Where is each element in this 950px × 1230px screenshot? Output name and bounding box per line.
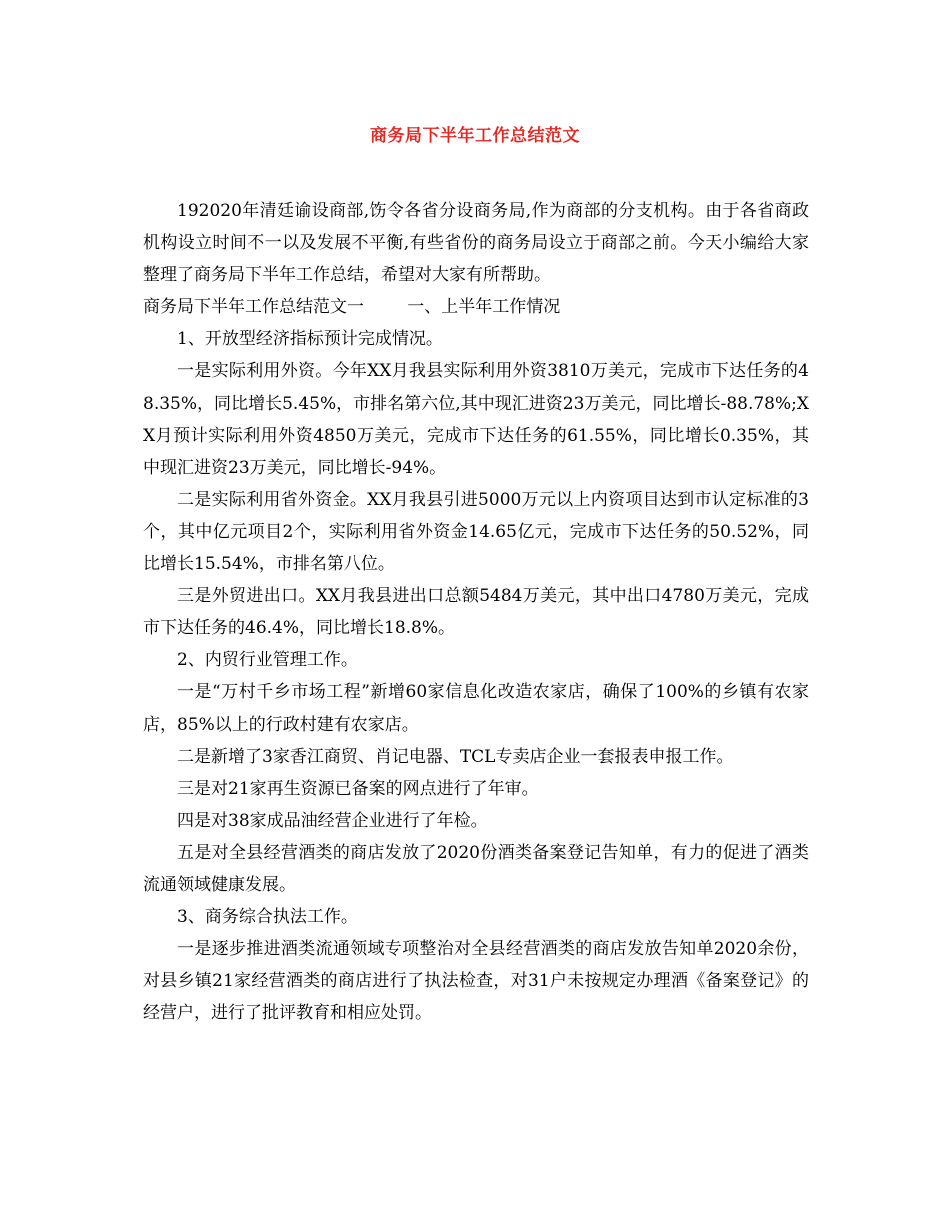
document-body <box>143 195 809 1029</box>
paragraph-recycling-review: 三是对21家再生资源已备案的网点进行了年审。 <box>177 778 539 799</box>
paragraph-domestic-capital: 二是实际利用省外资金。XX月我县引进5000万元以上内资项目达到市认定标准的3个，其中亿元项目2个，实际利用省外资金14.65亿元，完成市下达任务的50.52%，同比增长15.54%，市排名第八位。 <box>143 489 809 575</box>
paragraph-village-stores: 一是“万村千乡市场工程”新增60家信息化改造农家店，确保了100%的乡镇有农家店，85%以上的行政村建有农家店。 <box>143 682 809 735</box>
section-heading: 商务局下半年工作总结范文一 一、上半年工作情况 <box>143 297 561 318</box>
subheading-domestic-trade: 2、内贸行业管理工作。 <box>177 650 358 671</box>
paragraph-liquor-notices: 五是对全县经营酒类的商店发放了2020份酒类备案登记告知单，有力的促进了酒类流通领域健康发展。 <box>143 842 809 895</box>
subheading-law-enforcement: 3、商务综合执法工作。 <box>177 907 358 928</box>
paragraph-foreign-trade: 三是外贸进出口。XX月我县进出口总额5484万美元，其中出口4780万美元，完成市下达任务的46.4%，同比增长18.8%。 <box>143 586 809 639</box>
paragraph-liquor-enforcement: 一是逐步推进酒类流通领域专项整治对全县经营酒类的商店发放告知单2020余份，对县乡镇21家经营酒类的商店进行了执法检查，对31户未按规定办理酒《备案登记》的经营户，进行了批评教育和相应处罚。 <box>143 939 809 1024</box>
subheading-open-economy: 1、开放型经济指标预计完成情况。 <box>177 329 443 350</box>
paragraph-foreign-investment: 一是实际利用外资。今年XX月我县实际利用外资3810万美元，完成市下达任务的48.35%，同比增长5.45%，市排名第六位,其中现汇进资23万美元，同比增长-88.78%;XX月预计实际利用外资4850万美元，完成市下达任务的61.55%，同比增长0.35%，其中现汇进资23万美元，同比增长-94%。 <box>143 361 809 478</box>
paragraph-new-enterprises: 二是新增了3家香江商贸、肖记电器、TCL专卖店企业一套报表申报工作。 <box>177 746 734 767</box>
paragraph-intro: 192020年清廷谕设商部,饬令各省分设商务局,作为商部的分支机构。由于各省商政机构设立时间不一以及发展不平衡,有些省份的商务局设立于商部之前。今天小编给大家整理了商务局下半年工作总结，希望对大家有所帮助。 <box>143 201 809 286</box>
document-title: 商务局下半年工作总结范文 <box>370 126 580 146</box>
paragraph-oil-inspection: 四是对38家成品油经营企业进行了年检。 <box>177 810 488 831</box>
